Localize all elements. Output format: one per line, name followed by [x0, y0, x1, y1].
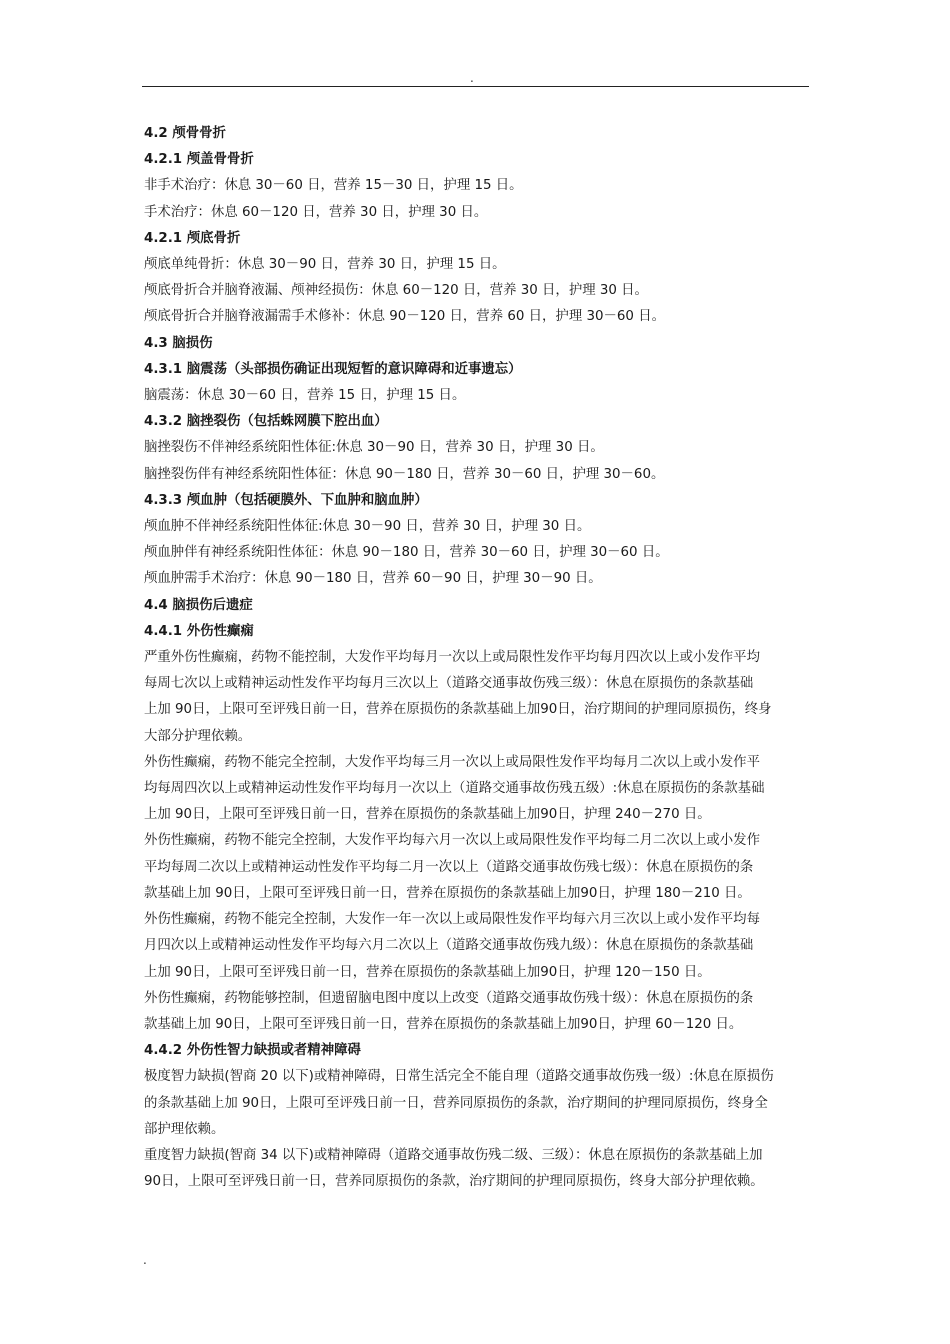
section-heading: 4.2 颅骨骨折	[144, 126, 226, 141]
section-heading: 4.4.1 外伤性癫痫	[144, 623, 254, 639]
text-line: 脑震荡：休息 30－60 日，营养 15 日，护理 15 日。	[144, 388, 466, 404]
document-body	[144, 121, 810, 1195]
text-line: 非手术治疗：休息 30－60 日，营养 15－30 日，护理 15 日。	[144, 178, 523, 194]
text-line: 上加 90日，上限可至评残日前一日，营养在原损伤的条款基础上加90日，治疗期间的护理同原损伤，终身	[144, 702, 772, 718]
text-line: 外伤性癫痫，药物不能完全控制，大发作一年一次以上或局限性发作平均每六月三次以上或小发作平均每	[144, 912, 760, 928]
text-line: 款基础上加 90日，上限可至评残日前一日，营养在原损伤的条款基础上加90日，护理 60－120 日。	[144, 1016, 743, 1032]
section-heading: 4.2.1 颅盖骨骨折	[144, 152, 254, 168]
text-line: 90日，上限可至评残日前一日，营养同原损伤的条款，治疗期间的护理同原损伤，终身大部分护理依赖。	[144, 1174, 764, 1190]
text-line: 手术治疗：休息 60－120 日，营养 30 日，护理 30 日。	[144, 204, 488, 220]
text-line: 脑挫裂伤不伴神经系统阳性体征:休息 30－90 日，营养 30 日，护理 30 日。	[144, 440, 604, 456]
text-line: 月四次以上或精神运动性发作平均每六月二次以上（道路交通事故伤残九级）：休息在原损伤的条款基础	[144, 938, 754, 954]
text-line: 颅血肿需手术治疗：休息 90－180 日，营养 60－90 日，护理 30－90 日。	[144, 571, 602, 587]
text-line: 颅底单纯骨折：休息 30－90 日，营养 30 日，护理 15 日。	[144, 257, 506, 273]
text-line: 上加 90日，上限可至评残日前一日，营养在原损伤的条款基础上加90日，护理 240－270 日。	[144, 807, 711, 823]
section-heading: 4.3.1 脑震荡（头部损伤确证出现短暂的意识障碍和近事遗忘）	[144, 361, 522, 377]
text-line: 均每周四次以上或精神运动性发作平均每月一次以上（道路交通事故伤残五级）:休息在原损伤的条款基础	[144, 781, 765, 797]
text-line: 外伤性癫痫，药物能够控制，但遗留脑电图中度以上改变（道路交通事故伤残十级）：休息在原损伤的条	[144, 990, 754, 1006]
footer-dot: .	[143, 1253, 147, 1267]
section-heading: 4.4.2 外伤性智力缺损或者精神障碍	[144, 1043, 361, 1059]
text-line: 上加 90日，上限可至评残日前一日，营养在原损伤的条款基础上加90日，护理 120－150 日。	[144, 964, 711, 980]
section-heading: 4.3 脑损伤	[144, 335, 213, 351]
text-line: 平均每周二次以上或精神运动性发作平均每二月一次以上（道路交通事故伤残七级）：休息在原损伤的条	[144, 859, 754, 875]
text-line: 款基础上加 90日，上限可至评残日前一日，营养在原损伤的条款基础上加90日，护理 180－210 日。	[144, 885, 751, 901]
text-line: 每周七次以上或精神运动性发作平均每月三次以上（道路交通事故伤残三级）：休息在原损伤的条款基础	[144, 676, 754, 692]
text-line: 重度智力缺损(智商 34 以下)或精神障碍（道路交通事故伤残二级、三级）：休息在原损伤的条款基础上加	[144, 1147, 763, 1163]
section-heading: 4.2.1 颅底骨折	[144, 230, 241, 246]
text-line: 部护理依赖。	[144, 1121, 225, 1137]
text-line: 颅底骨折合并脑脊液漏、颅神经损伤：休息 60－120 日，营养 30 日，护理 30 日。	[144, 283, 648, 299]
text-line: 严重外伤性癫痫，药物不能控制，大发作平均每月一次以上或局限性发作平均每月四次以上或小发作平均	[144, 650, 760, 666]
text-line: 颅底骨折合并脑脊液漏需手术修补：休息 90－120 日，营养 60 日，护理 30－60 日。	[144, 309, 665, 325]
section-heading: 4.4 脑损伤后遗症	[144, 597, 253, 613]
text-line: 的条款基础上加 90日，上限可至评残日前一日，营养同原损伤的条款，治疗期间的护理同原损伤，终身全	[144, 1095, 768, 1111]
text-line: 颅血肿伴有神经系统阳性体征：休息 90－180 日，营养 30－60 日，护理 30－60 日。	[144, 545, 669, 561]
text-line: 外伤性癫痫，药物不能完全控制，大发作平均每六月一次以上或局限性发作平均每二月二次以上或小发作	[144, 833, 760, 849]
text-line: 外伤性癫痫，药物不能完全控制，大发作平均每三月一次以上或局限性发作平均每月二次以上或小发作平	[144, 754, 760, 770]
header-dot: .	[470, 71, 474, 85]
section-heading: 4.3.2 脑挫裂伤（包括蛛网膜下腔出血）	[144, 414, 388, 430]
text-line: 极度智力缺损(智商 20 以下)或精神障碍，日常生活完全不能自理（道路交通事故伤残一级）:休息在原损伤	[144, 1069, 774, 1085]
text-line: 大部分护理依赖。	[144, 728, 252, 744]
text-line: 颅血肿不伴神经系统阳性体征:休息 30－90 日，营养 30 日，护理 30 日。	[144, 519, 591, 535]
header-rule	[142, 86, 809, 87]
section-heading: 4.3.3 颅血肿（包括硬膜外、下血肿和脑血肿）	[144, 492, 428, 508]
text-line: 脑挫裂伤伴有神经系统阳性体征：休息 90－180 日，营养 30－60 日，护理 30－60。	[144, 466, 665, 482]
